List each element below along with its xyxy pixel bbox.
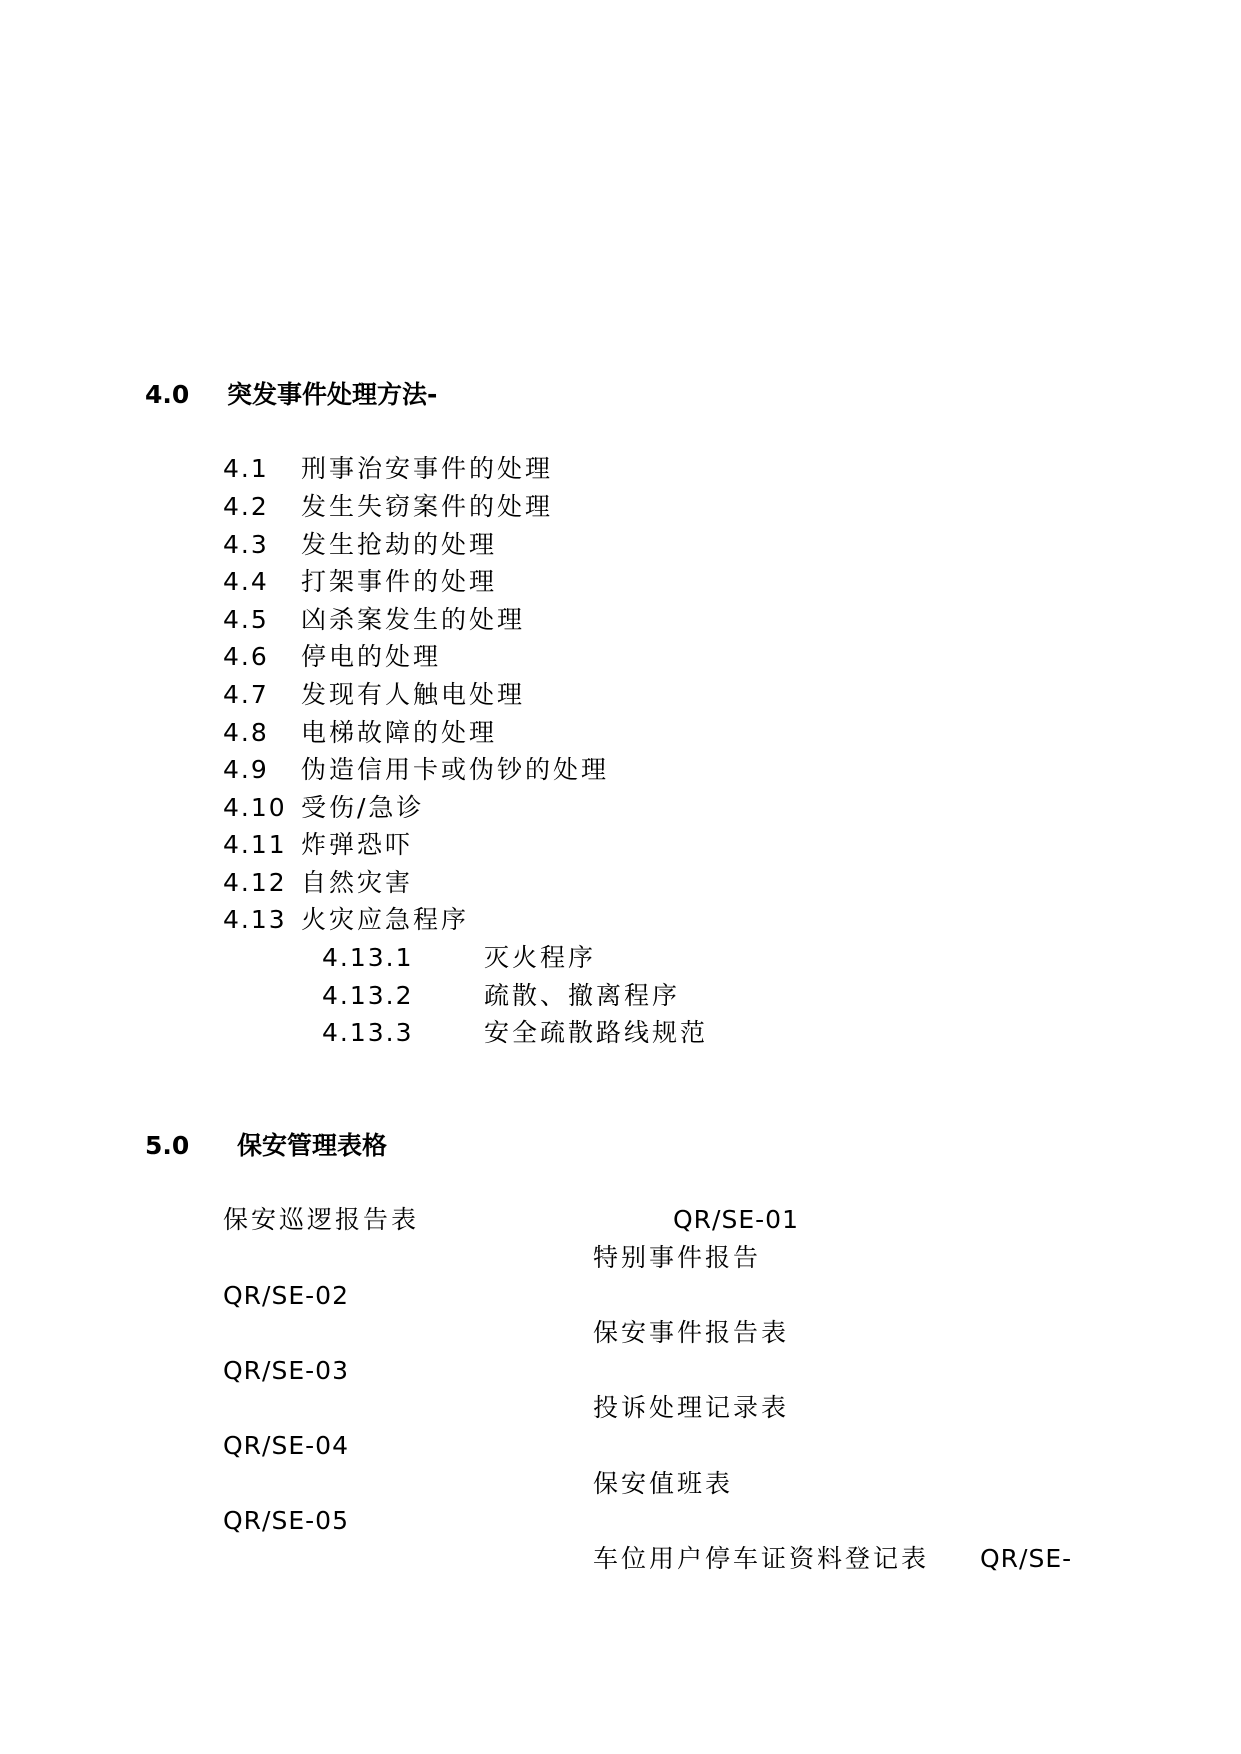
item-number: 4.12 [223, 868, 287, 897]
item-number: 4.2 [223, 492, 269, 521]
item-number: 4.10 [223, 793, 287, 822]
item-title: 发生失窃案件的处理 [301, 492, 554, 521]
section-4-number: 4.0 [145, 380, 190, 409]
item-title: 炸弹恐吓 [301, 830, 414, 859]
section-5-title: 保安管理表格 [237, 1131, 388, 1160]
form-name: 车位用户停车证资料登记表 [593, 1544, 930, 1573]
item-number: 4.8 [223, 718, 269, 747]
form-code: QR/SE-03 [223, 1356, 349, 1385]
item-number: 4.9 [223, 755, 269, 784]
section-5-number: 5.0 [145, 1131, 190, 1160]
item-number: 4.1 [223, 454, 269, 483]
subitem-title: 疏散、撤离程序 [484, 981, 681, 1010]
form-code: QR/SE-02 [223, 1281, 349, 1310]
item-number: 4.13 [223, 905, 287, 934]
section-4-title: 突发事件处理方法- [227, 380, 438, 409]
item-number: 4.6 [223, 642, 269, 671]
subitem-title: 安全疏散路线规范 [484, 1018, 709, 1047]
item-title: 发现有人触电处理 [301, 680, 526, 709]
form-code: QR/SE- [980, 1544, 1073, 1573]
item-number: 4.11 [223, 830, 287, 859]
item-title: 停电的处理 [301, 642, 442, 671]
item-title: 发生抢劫的处理 [301, 530, 498, 559]
item-title: 电梯故障的处理 [301, 718, 498, 747]
form-name: 保安值班表 [593, 1469, 734, 1498]
form-name: 特别事件报告 [593, 1243, 762, 1272]
form-name: 保安事件报告表 [593, 1318, 790, 1347]
item-title: 火灾应急程序 [301, 905, 470, 934]
item-number: 4.3 [223, 530, 269, 559]
form-code: QR/SE-01 [673, 1205, 799, 1234]
subitem-number: 4.13.1 [322, 943, 414, 972]
item-title: 自然灾害 [301, 868, 414, 897]
subitem-number: 4.13.2 [322, 981, 414, 1010]
subitem-title: 灭火程序 [484, 943, 597, 972]
item-title: 受伤/急诊 [301, 793, 425, 822]
item-title: 伪造信用卡或伪钞的处理 [301, 755, 610, 784]
form-name: 投诉处理记录表 [593, 1393, 790, 1422]
form-code: QR/SE-05 [223, 1506, 349, 1535]
item-title: 刑事治安事件的处理 [301, 454, 554, 483]
form-code: QR/SE-04 [223, 1431, 349, 1460]
subitem-number: 4.13.3 [322, 1018, 414, 1047]
item-title: 凶杀案发生的处理 [301, 605, 526, 634]
form-name: 保安巡逻报告表 [223, 1205, 420, 1234]
item-number: 4.4 [223, 567, 269, 596]
item-number: 4.7 [223, 680, 269, 709]
item-number: 4.5 [223, 605, 269, 634]
item-title: 打架事件的处理 [301, 567, 498, 596]
